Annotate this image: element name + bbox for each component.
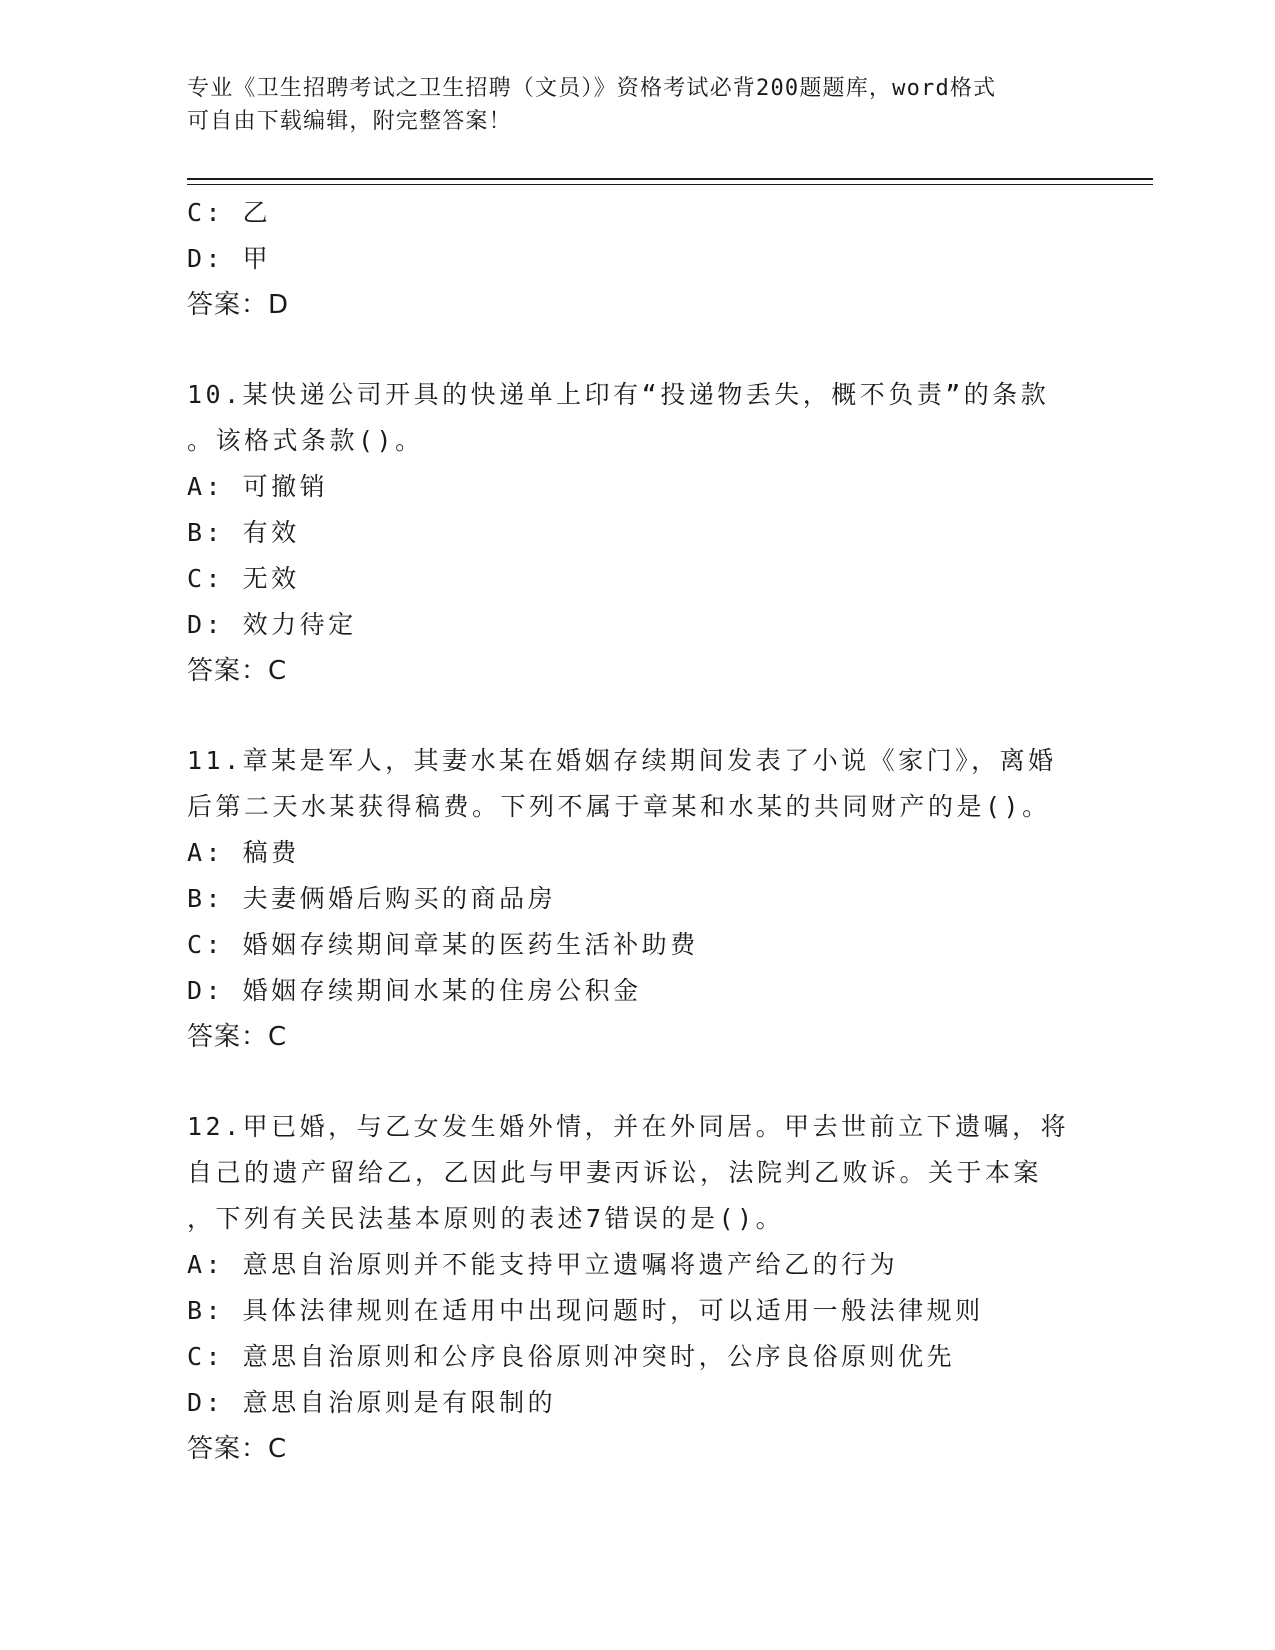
option-b: B: 具体法律规则在适用中出现问题时，可以适用一般法律规则 xyxy=(187,1296,984,1325)
option-d: D: 婚姻存续期间水某的住房公积金 xyxy=(187,976,642,1005)
answer-line: 答案：C xyxy=(187,1434,288,1464)
option-d: D: 甲 xyxy=(187,244,272,273)
option-c: C: 无效 xyxy=(187,564,300,593)
stem-line: 12.甲已婚，与乙女发生婚外情，并在外同居。甲去世前立下遗嘱，将 xyxy=(187,1112,1070,1141)
option-a: A: 意思自治原则并不能支持甲立遗嘱将遗产给乙的行为 xyxy=(187,1250,899,1279)
question-9-tail xyxy=(187,190,1087,328)
stem-line: 后第二天水某获得稿费。下列不属于章某和水某的共同财产的是()。 xyxy=(187,792,1051,821)
stem-line: 。该格式条款()。 xyxy=(187,426,424,455)
header-divider-thin xyxy=(187,184,1153,185)
question-list xyxy=(187,190,1087,1472)
question-10 xyxy=(187,372,1087,694)
header-line-2: 可自由下载编辑，附完整答案！ xyxy=(187,109,512,134)
option-d: D: 意思自治原则是有限制的 xyxy=(187,1388,557,1417)
stem-line: ，下列有关民法基本原则的表述7错误的是()。 xyxy=(187,1204,785,1233)
question-stem xyxy=(187,738,1087,830)
stem-line: 10.某快递公司开具的快递单上印有“投递物丢失，概不负责”的条款 xyxy=(187,380,1050,409)
option-b: B: 有效 xyxy=(187,518,300,547)
header-divider-thick xyxy=(187,178,1153,180)
stem-line: 自己的遗产留给乙，乙因此与甲妻丙诉讼，法院判乙败诉。关于本案 xyxy=(187,1158,1043,1187)
option-c: C: 婚姻存续期间章某的医药生活补助费 xyxy=(187,930,699,959)
option-a: A: 可撤销 xyxy=(187,472,329,501)
spacer xyxy=(187,328,1087,372)
option-a: A: 稿费 xyxy=(187,838,300,867)
option-c: C: 乙 xyxy=(187,198,272,227)
option-c: C: 意思自治原则和公序良俗原则冲突时，公序良俗原则优先 xyxy=(187,1342,956,1371)
answer-line: 答案：D xyxy=(187,290,290,320)
answer-line: 答案：C xyxy=(187,656,288,686)
spacer xyxy=(187,694,1087,738)
question-11 xyxy=(187,738,1087,1060)
question-12 xyxy=(187,1104,1087,1472)
question-stem xyxy=(187,372,1087,464)
document-header xyxy=(187,72,1067,138)
stem-line: 11.章某是军人，其妻水某在婚姻存续期间发表了小说《家门》，离婚 xyxy=(187,746,1057,775)
answer-line: 答案：C xyxy=(187,1022,288,1052)
option-b: B: 夫妻俩婚后购买的商品房 xyxy=(187,884,557,913)
question-stem xyxy=(187,1104,1087,1242)
spacer xyxy=(187,1060,1087,1104)
option-d: D: 效力待定 xyxy=(187,610,357,639)
header-line-1: 专业《卫生招聘考试之卫生招聘（文员）》资格考试必背200题题库，word格式 xyxy=(187,76,997,101)
